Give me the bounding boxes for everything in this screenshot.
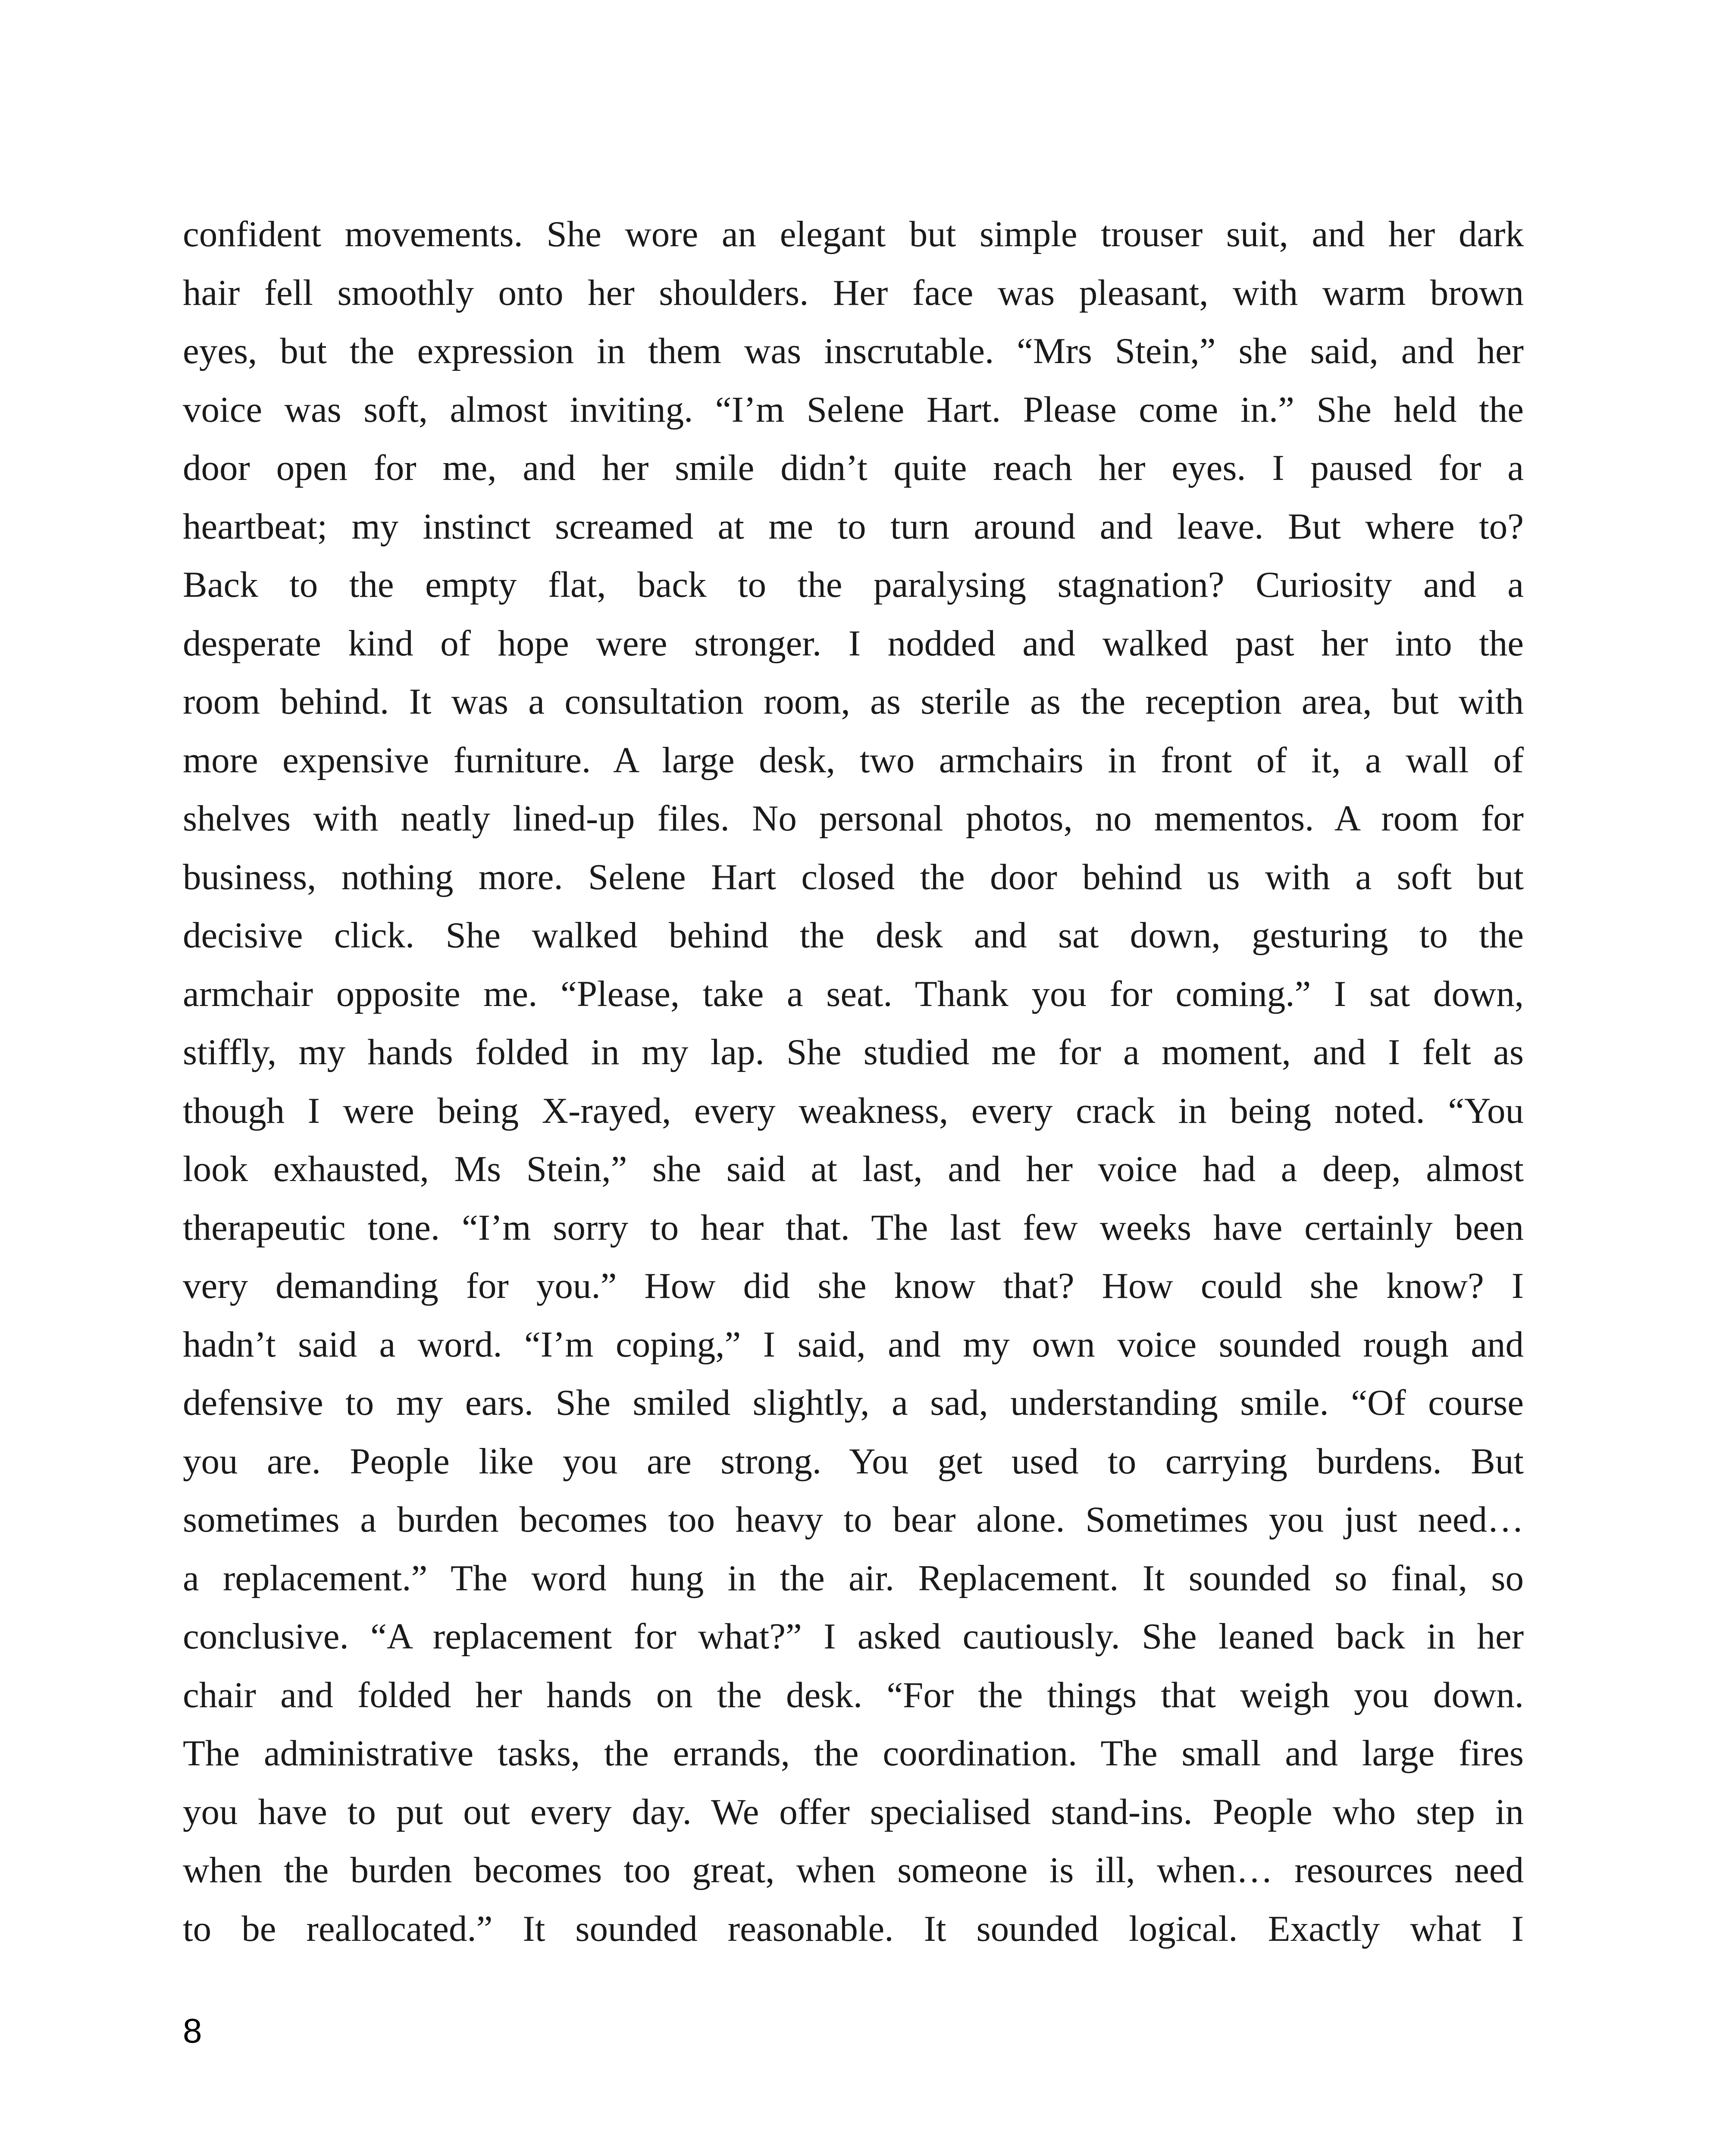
text-line: hair fell smoothly onto her shoulders. Her face was pleasant, with warm brown [183,272,1524,313]
page-number: 8 [183,2012,202,2050]
text-line: door open for me, and her smile didn’t quite reach her eyes. I paused for a [183,448,1524,488]
text-line: conclusive. “A replacement for what?” I asked cautiously. She leaned back in her [183,1616,1524,1657]
text-line: very demanding for you.” How did she know that? How could she know? I [183,1266,1524,1306]
text-line: you have to put out every day. We offer specialised stand-ins. People who step in [183,1791,1524,1832]
text-line: more expensive furniture. A large desk, two armchairs in front of it, a wall of [183,740,1524,780]
text-line: sometimes a burden becomes too heavy to bear alone. Sometimes you just need… [183,1499,1524,1540]
text-line: though I were being X-rayed, every weakness, every crack in being noted. “You [183,1090,1524,1131]
text-line: armchair opposite me. “Please, take a seat. Thank you for coming.” I sat down, [183,973,1524,1014]
text-line: a replacement.” The word hung in the air. Replacement. It sounded so final, so [183,1557,1524,1598]
text-line: look exhausted, Ms Stein,” she said at last, and her voice had a deep, almost [183,1149,1524,1189]
text-line: Back to the empty flat, back to the paralysing stagnation? Curiosity and a [183,564,1524,605]
text-line: therapeutic tone. “I’m sorry to hear that. The last few weeks have certainly been [183,1207,1524,1248]
text-line: defensive to my ears. She smiled slightly, a sad, understanding smile. “Of course [183,1382,1524,1423]
text-line: room behind. It was a consultation room, as sterile as the reception area, but with [183,681,1524,722]
text-line: confident movements. She wore an elegant but simple trouser suit, and her dark [183,214,1524,254]
text-line: voice was soft, almost inviting. “I’m Selene Hart. Please come in.” She held the [183,389,1524,430]
text-line: to be reallocated.” It sounded reasonable. It sounded logical. Exactly what I [183,1908,1524,1949]
text-line: you are. People like you are strong. You get used to carrying burdens. But [183,1441,1524,1482]
text-line: decisive click. She walked behind the desk and sat down, gesturing to the [183,915,1524,956]
body-text [183,205,1524,1958]
text-line: when the burden becomes too great, when someone is ill, when… resources need [183,1850,1524,1890]
text-line: heartbeat; my instinct screamed at me to turn around and leave. But where to? [183,506,1524,547]
text-line: shelves with neatly lined-up files. No personal photos, no mementos. A room for [183,798,1524,839]
text-line: stiffly, my hands folded in my lap. She studied me for a moment, and I felt as [183,1032,1524,1072]
text-line: eyes, but the expression in them was inscrutable. “Mrs Stein,” she said, and her [183,331,1524,371]
text-line: hadn’t said a word. “I’m coping,” I said, and my own voice sounded rough and [183,1324,1524,1365]
text-line: chair and folded her hands on the desk. “For the things that weigh you down. [183,1674,1524,1715]
text-line: desperate kind of hope were stronger. I nodded and walked past her into the [183,623,1524,664]
text-line: The administrative tasks, the errands, the coordination. The small and large fires [183,1733,1524,1774]
text-line: business, nothing more. Selene Hart closed the door behind us with a soft but [183,856,1524,897]
